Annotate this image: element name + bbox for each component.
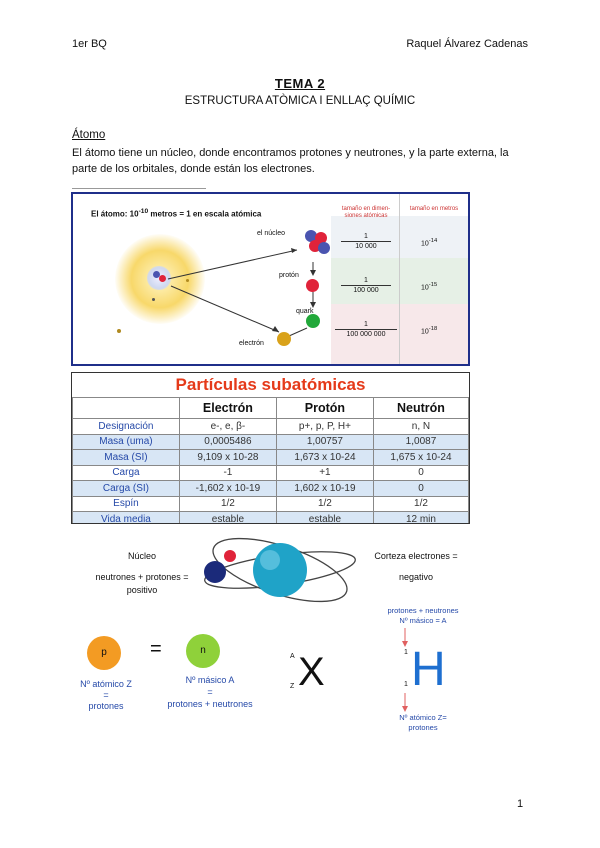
table-cell: 0 bbox=[373, 481, 468, 497]
electron-ball bbox=[277, 332, 291, 346]
label-quark: quark bbox=[296, 308, 314, 315]
row-label: Espín bbox=[73, 496, 180, 512]
table-cell: 12 min bbox=[373, 512, 468, 525]
nucleus-cluster-neutron-2 bbox=[318, 242, 330, 254]
h-bottom-note: Nº atómico Z= protones bbox=[399, 713, 447, 732]
table-cell: 0 bbox=[373, 465, 468, 481]
section-text: El átomo tiene un núcleo, donde encontramos protones y neutrones, y la parte externa, la parte de los orbitales, donde están los electrones. bbox=[72, 147, 509, 175]
row-label: Masa (SI) bbox=[73, 450, 180, 466]
header-cell: Neutrón bbox=[373, 398, 468, 419]
nucleus-title: Núcleo bbox=[127, 551, 156, 561]
arrow-down-icon bbox=[400, 693, 410, 713]
table-cell: n, N bbox=[373, 419, 468, 435]
atomic-number-caption: Nº atómico Z = protones bbox=[80, 679, 132, 711]
table-cell: 1/2 bbox=[179, 496, 276, 512]
page-subtitle: ESTRUCTURA ATÒMICA I ENLLAÇ QUÍMIC bbox=[184, 95, 416, 107]
scale-meters-1: $10^{-14}$ bbox=[421, 238, 438, 248]
table-row bbox=[73, 496, 469, 512]
element-symbol-h: H bbox=[411, 643, 446, 696]
figure-title: El átomo: $10^{-10}$ metros = 1 en escala atómica bbox=[91, 208, 262, 219]
header-right: Raquel Álvarez Cadenas bbox=[406, 38, 528, 50]
page-number: 1 bbox=[517, 798, 524, 810]
shell-text-1: Corteza electrones = bbox=[374, 551, 458, 561]
table-cell: e-, e, β- bbox=[179, 419, 276, 435]
table-row bbox=[73, 512, 469, 525]
label-electron: electrón bbox=[239, 340, 264, 347]
proton-circle: p bbox=[87, 636, 121, 670]
header-left: 1er BQ bbox=[72, 38, 107, 50]
figure-arrows bbox=[73, 194, 470, 366]
table-grid bbox=[72, 397, 469, 524]
table-cell: 1/2 bbox=[276, 496, 373, 512]
table-cell: -1 bbox=[179, 465, 276, 481]
row-label: Designación bbox=[73, 419, 180, 435]
neutron-circle: n bbox=[186, 634, 220, 668]
table-header-row bbox=[73, 398, 469, 419]
table-cell: p+, p, P, H+ bbox=[276, 419, 373, 435]
h-mass-number: 1 bbox=[404, 649, 408, 656]
table-cell: 1/2 bbox=[373, 496, 468, 512]
table-cell: 1,675 x 10-24 bbox=[373, 450, 468, 466]
quark-ball bbox=[306, 314, 320, 328]
label-proton: protón bbox=[279, 272, 299, 279]
shell-text-2: negativo bbox=[398, 572, 434, 582]
table-row bbox=[73, 481, 469, 497]
atom-orbit-illustration bbox=[200, 530, 360, 610]
table-cell: 1,673 x 10-24 bbox=[276, 450, 373, 466]
equals-sign: = bbox=[150, 638, 162, 660]
atom-scale-figure bbox=[71, 192, 470, 366]
section-heading: Átomo bbox=[72, 129, 106, 141]
row-label: Vida media bbox=[73, 512, 180, 525]
mass-number-symbol: A bbox=[290, 653, 295, 660]
divider bbox=[72, 188, 206, 189]
table-cell: 9,109 x 10-28 bbox=[179, 450, 276, 466]
table-cell: +1 bbox=[276, 465, 373, 481]
table-cell: estable bbox=[179, 512, 276, 525]
row-label: Masa (uma) bbox=[73, 434, 180, 450]
table-cell: 0,0005486 bbox=[179, 434, 276, 450]
table-title: Partículas subatómicas bbox=[175, 375, 366, 394]
table-cell: 1,0087 bbox=[373, 434, 468, 450]
table-cell: estable bbox=[276, 512, 373, 525]
header-cell: Protón bbox=[276, 398, 373, 419]
row-label: Carga (SI) bbox=[73, 481, 180, 497]
scale-fraction-1: 1 10 000 bbox=[341, 232, 391, 251]
table-row bbox=[73, 419, 469, 435]
subatomic-particles-table bbox=[71, 372, 470, 524]
proton-ball bbox=[306, 279, 319, 292]
col-header-meters: tamaño en metros bbox=[409, 206, 459, 212]
nucleus-text-1: neutrones + protones = bbox=[95, 572, 189, 582]
scale-fraction-3: 1 100 000 000 bbox=[335, 320, 397, 339]
scale-meters-2: $10^{-15}$ bbox=[421, 282, 438, 292]
h-atomic-number: 1 bbox=[404, 681, 408, 688]
table-cell: 1,00757 bbox=[276, 434, 373, 450]
row-label: Carga bbox=[73, 465, 180, 481]
table-cell: 1,602 x 10-19 bbox=[276, 481, 373, 497]
nucleus-text-2: positivo bbox=[126, 585, 158, 595]
mass-number-caption: Nº másico A = protones + neutrones bbox=[167, 675, 253, 709]
header-cell: Electrón bbox=[179, 398, 276, 419]
element-symbol-x: X bbox=[298, 650, 325, 694]
scale-meters-3: $10^{-18}$ bbox=[421, 326, 438, 336]
col-header-atomic: tamaño en dimen-siones atómicas bbox=[341, 206, 391, 219]
page-title: TEMA 2 bbox=[274, 76, 326, 91]
header-cell bbox=[73, 398, 180, 419]
label-nucleus: el núcleo bbox=[257, 230, 286, 237]
table-cell: -1,602 x 10-19 bbox=[179, 481, 276, 497]
scale-fraction-2: 1 100 000 bbox=[341, 276, 391, 295]
table-row bbox=[73, 434, 469, 450]
atomic-number-symbol: Z bbox=[290, 683, 295, 690]
arrow-down-icon bbox=[400, 628, 410, 648]
h-top-note: protones + neutrones Nº másico = A bbox=[387, 606, 459, 625]
table-row bbox=[73, 450, 469, 466]
table-row bbox=[73, 465, 469, 481]
